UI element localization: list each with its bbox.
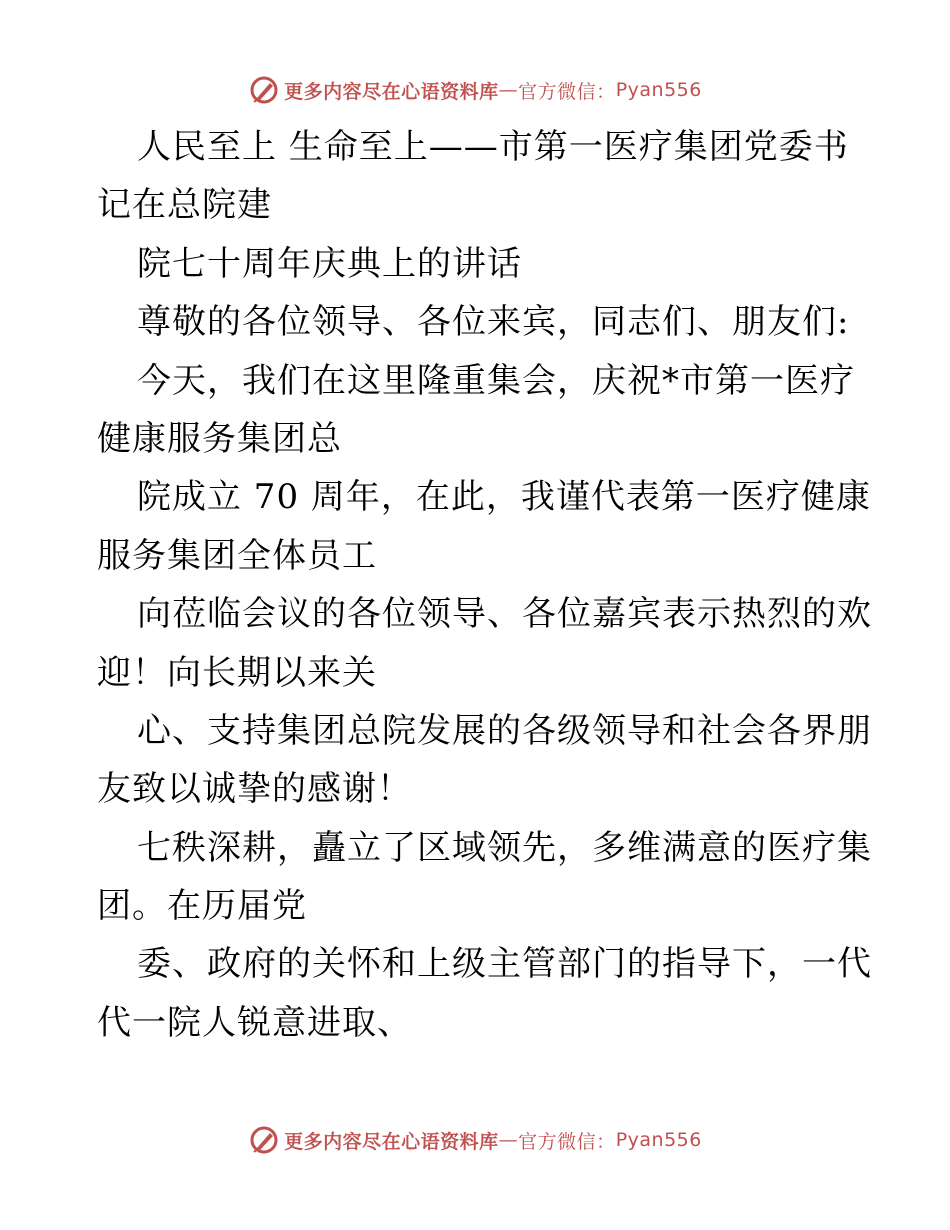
text-line: 今天，我们在这里隆重集会，庆祝*市第一医疗 <box>137 360 855 401</box>
text-line: 人民至上 生命至上——市第一医疗集团党委书 <box>137 127 849 167</box>
text-line: 委、政府的关怀和上级主管部门的指导下，一代 <box>137 944 872 985</box>
site-name: 更多内容尽在心语资料库 <box>284 80 499 103</box>
text-line: 迎！向长期以来关 <box>97 652 377 693</box>
text-line: 服务集团全体员工 <box>97 535 377 576</box>
pen-circle-logo-icon <box>248 74 280 106</box>
text-line: 代一院人锐意进取、 <box>97 1002 412 1043</box>
header-watermark <box>0 68 950 112</box>
wechat-label: 官方微信： <box>518 80 616 103</box>
text-line: 友致以诚挚的感谢！ <box>97 769 412 810</box>
document-body <box>97 118 872 1052</box>
text-line: 心、支持集团总院发展的各级领导和社会各界朋 <box>137 710 872 751</box>
text-line: 团。在历届党 <box>97 886 307 927</box>
banner-separator: — <box>498 79 519 101</box>
text-line: 院七十周年庆典上的讲话 <box>137 243 522 284</box>
text-line: 院成立 70 周年，在此，我谨代表第一医疗健康 <box>137 477 871 518</box>
text-line: 健康服务集团总 <box>97 418 342 459</box>
footer-watermark <box>0 1118 950 1162</box>
text-line: 尊敬的各位领导、各位来宾，同志们、朋友们: <box>137 302 850 343</box>
site-name: 更多内容尽在心语资料库 <box>284 1130 499 1153</box>
banner-separator: — <box>498 1129 519 1151</box>
wechat-id: Pyan556 <box>615 1129 702 1151</box>
wechat-label: 官方微信： <box>518 1130 616 1153</box>
text-line: 向莅临会议的各位领导、各位嘉宾表示热烈的欢 <box>137 594 872 635</box>
text-line: 记在总院建 <box>97 185 272 226</box>
wechat-id: Pyan556 <box>615 79 702 101</box>
pen-circle-logo-icon <box>248 1124 280 1156</box>
text-line: 七秩深耕，矗立了区域领先，多维满意的医疗集 <box>137 827 872 868</box>
